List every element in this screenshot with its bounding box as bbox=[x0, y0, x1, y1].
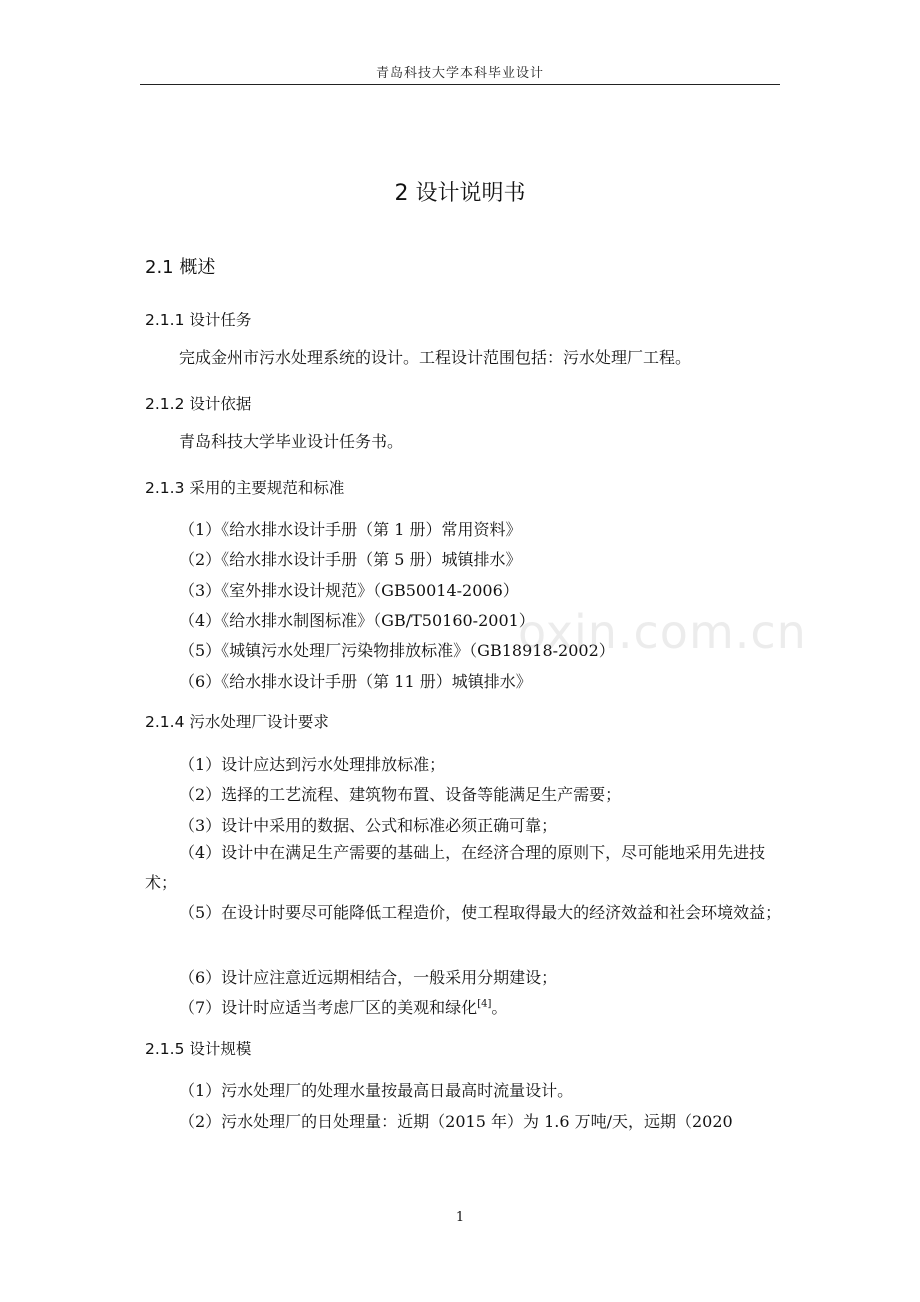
list-item: （3）设计中采用的数据、公式和标准必须正确可靠； bbox=[179, 816, 558, 835]
paragraph: 青岛科技大学毕业设计任务书。 bbox=[179, 432, 404, 451]
subsection-heading: 2.1.2 设计依据 bbox=[145, 395, 252, 413]
header-rule bbox=[140, 84, 780, 85]
watermark: oxin.com.cn bbox=[518, 605, 807, 659]
subsection-heading: 2.1.5 设计规模 bbox=[145, 1040, 252, 1058]
list-item: （5）《城镇污水处理厂污染物排放标准》（GB18918-2002） bbox=[179, 641, 615, 660]
section-heading: 2.1 概述 bbox=[145, 257, 216, 278]
subsection-heading: 2.1.4 污水处理厂设计要求 bbox=[145, 713, 329, 731]
list-item-text: （7）设计时应适当考虑厂区的美观和绿化 bbox=[179, 998, 478, 1017]
list-item: （2）选择的工艺流程、建筑物布置、设备等能满足生产需要； bbox=[179, 785, 622, 804]
list-item: （3）《室外排水设计规范》（GB50014-2006） bbox=[179, 581, 519, 600]
list-item: （1）污水处理厂的处理水量按最高日最高时流量设计。 bbox=[179, 1081, 574, 1100]
page-number: 1 bbox=[455, 1210, 465, 1225]
list-item: （1）《给水排水设计手册（第 1 册）常用资料》 bbox=[179, 520, 522, 539]
list-item bbox=[179, 995, 507, 1018]
page-header: 青岛科技大学本科毕业设计 bbox=[375, 66, 544, 81]
list-item: （6）设计应注意近远期相结合，一般采用分期建设； bbox=[179, 968, 558, 987]
punctuation: 。 bbox=[491, 998, 508, 1017]
chapter-title: 2 设计说明书 bbox=[394, 181, 526, 206]
subsection-heading: 2.1.1 设计任务 bbox=[145, 311, 252, 329]
citation: [4] bbox=[477, 998, 492, 1010]
paragraph: 完成金州市污水处理系统的设计。工程设计范围包括：污水处理厂工程。 bbox=[179, 348, 692, 367]
subsection-heading: 2.1.3 采用的主要规范和标准 bbox=[145, 479, 345, 497]
paragraph: （5）在设计时要尽可能降低工程造价，使工程取得最大的经济效益和社会环境效益； bbox=[179, 903, 782, 922]
list-item: （2）污水处理厂的日处理量：近期（2015 年）为 1.6 万吨/天，远期（2020 bbox=[179, 1112, 733, 1131]
list-item: （6）《给水排水设计手册（第 11 册）城镇排水》 bbox=[179, 672, 532, 691]
list-item: （1）设计应达到污水处理排放标准； bbox=[179, 755, 446, 774]
list-item: （2）《给水排水设计手册（第 5 册）城镇排水》 bbox=[179, 550, 522, 569]
paragraph: （4）设计中在满足生产需要的基础上，在经济合理的原则下，尽可能地采用先进技术； bbox=[145, 843, 766, 892]
list-item: （4）《给水排水制图标准》（GB/T50160-2001） bbox=[179, 611, 535, 630]
